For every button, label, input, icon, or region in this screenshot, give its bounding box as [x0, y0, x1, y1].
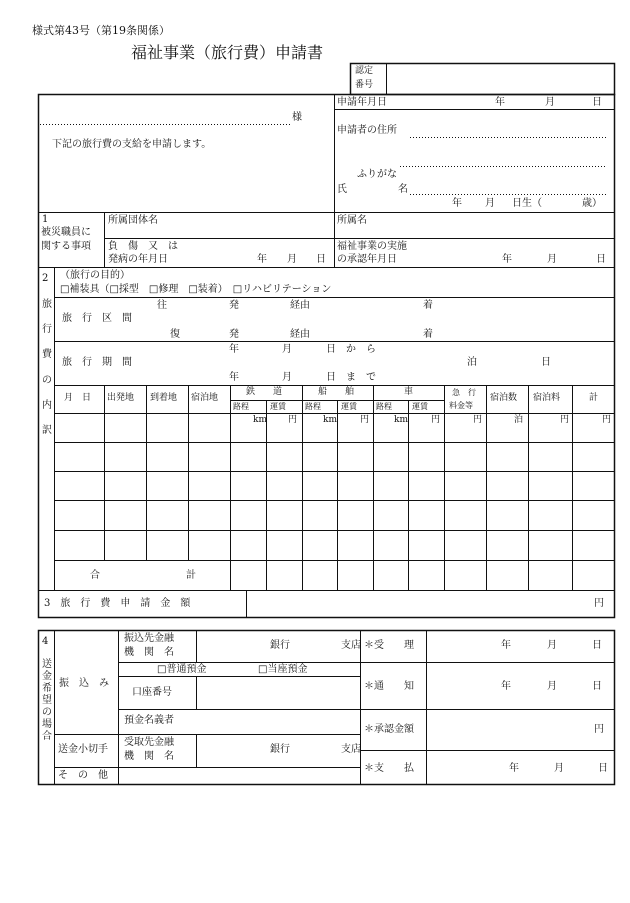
period-until: ま で: [346, 372, 376, 383]
addressee-field[interactable]: [40, 106, 290, 124]
receipt-label: ＊受 理: [364, 640, 414, 651]
period-from-day: 日: [326, 344, 336, 355]
name-label-2: 名: [398, 184, 408, 195]
unit-car-km: km: [394, 415, 408, 425]
sec4-vertical-4: 望: [42, 695, 52, 706]
ordinary-deposit-checkbox[interactable]: □普通預金: [157, 664, 207, 675]
col-express-2: 料金等: [449, 401, 473, 410]
form-number: 様式第43号（第19条関係）: [32, 24, 170, 37]
welfare-month: 月: [547, 254, 557, 265]
account-holder-label: 預金名義者: [124, 715, 174, 726]
notice-day: 日: [592, 681, 602, 692]
injury-year: 年: [257, 254, 267, 265]
unit-ship-km: km: [323, 415, 337, 425]
sec4-vertical-2: 金: [42, 671, 52, 682]
period-label: 旅 行 期 間: [62, 357, 132, 368]
sec4-number: 4: [42, 636, 49, 647]
approved-amount-yen: 円: [594, 724, 604, 735]
col-stay: 宿泊地: [191, 393, 219, 403]
notice-year: 年: [501, 681, 511, 692]
col-date: 月 日: [64, 393, 92, 403]
unit-rail-yen: 円: [288, 415, 298, 425]
approval-no-field[interactable]: [388, 65, 613, 93]
period-to-month: 月: [282, 372, 292, 383]
check-label: 送金小切手: [58, 744, 108, 755]
welfare-day: 日: [596, 254, 606, 265]
branch-suffix: 支店: [341, 640, 361, 651]
col-lodging-fee: 宿泊料: [533, 393, 561, 403]
apply-date-label: 申請年月日: [337, 97, 387, 108]
sec2-vertical-1: 旅: [42, 299, 52, 310]
payment-month: 月: [554, 763, 564, 774]
sec4-vertical-1: 送: [42, 659, 52, 670]
sec4-vertical-7: 合: [42, 731, 52, 742]
unit-express-yen: 円: [473, 415, 483, 425]
sec2-vertical-2: 行: [42, 324, 52, 335]
col-car: 車: [404, 387, 414, 397]
period-to-year: 年: [229, 372, 239, 383]
birth-day: 日生（: [512, 198, 542, 209]
sum-label-right: 計: [186, 570, 196, 581]
sec2-vertical-6: 訳: [42, 425, 52, 436]
unit-nights: 泊: [514, 415, 524, 425]
payment-year: 年: [509, 763, 519, 774]
sum-label-left: 合: [90, 570, 100, 581]
address-field-2[interactable]: [400, 150, 606, 166]
name-field[interactable]: [410, 178, 606, 194]
period-from-month: 月: [282, 344, 292, 355]
outbound-arrive: 着: [423, 300, 433, 311]
payment-day: 日: [598, 763, 608, 774]
recv-bank-label-2: 機 関 名: [124, 751, 174, 762]
bank-label-2: 機 関 名: [124, 647, 174, 658]
apply-year: 年: [495, 97, 505, 108]
col-nights-count: 宿泊数: [490, 393, 518, 403]
col-ship: 船 舶: [318, 387, 355, 397]
period-to-day: 日: [326, 372, 336, 383]
sec2-vertical-5: 内: [42, 400, 52, 411]
period-from: か ら: [346, 344, 376, 355]
notice-month: 月: [547, 681, 557, 692]
inbound-label: 復: [170, 329, 180, 340]
sec1-label-2: 関する事項: [41, 241, 91, 252]
outbound-depart: 発: [229, 300, 239, 311]
ship-fare: 運賃: [341, 402, 357, 411]
payment-label: ＊支 払: [364, 763, 414, 774]
col-departure: 出発地: [107, 393, 135, 403]
car-fare: 運賃: [412, 402, 428, 411]
welfare-year: 年: [502, 254, 512, 265]
checking-deposit-checkbox[interactable]: □当座預金: [258, 664, 308, 675]
rail-fare: 運賃: [270, 402, 286, 411]
age-label: 歳）: [582, 198, 602, 209]
approval-no-label-2: 番号: [355, 80, 374, 90]
account-holder-field[interactable]: [198, 711, 359, 733]
request-statement: 下記の旅行費の支給を申請します。: [52, 139, 212, 150]
welfare-date-label-1: 福祉事業の実施: [337, 241, 407, 252]
total-amount-field[interactable]: [248, 592, 588, 616]
notice-label: ＊通 知: [364, 681, 414, 692]
sec3-yen: 円: [594, 598, 604, 609]
apply-day: 日: [592, 97, 602, 108]
org-name-label: 所属団体名: [108, 215, 158, 226]
sec2-vertical-3: 費: [42, 349, 52, 360]
sec4-vertical-3: 希: [42, 683, 52, 694]
sec1-number: 1: [42, 214, 49, 225]
period-nights: 泊: [467, 357, 477, 368]
account-number-field[interactable]: [198, 678, 359, 708]
account-number-label: 口座番号: [132, 687, 172, 698]
address-label: 申請者の住所: [337, 125, 397, 136]
inbound-depart: 発: [229, 329, 239, 340]
sec1-label-1: 被災職員に: [41, 227, 91, 238]
furigana-label: ふりがな: [357, 169, 397, 180]
unit-total-yen: 円: [602, 415, 612, 425]
receipt-year: 年: [501, 640, 511, 651]
sec2-number: 2: [42, 273, 49, 284]
unit-lodging-yen: 円: [560, 415, 570, 425]
outbound-via: 経由: [290, 300, 310, 311]
approval-no-label-1: 認定: [355, 66, 374, 76]
rail-distance: 路程: [233, 402, 249, 411]
period-days: 日: [541, 357, 551, 368]
injury-date-label-1: 負 傷 又 は: [108, 241, 178, 252]
transfer-label: 振 込 み: [59, 678, 109, 689]
injury-date-label-2: 発病の年月日: [108, 254, 168, 265]
purpose-options[interactable]: □補装具（□採型 □修理 □装着） □リハビリテーション: [60, 284, 332, 295]
sec4-vertical-6: 場: [42, 719, 52, 730]
outbound-label: 往: [157, 300, 167, 311]
apply-month: 月: [545, 97, 555, 108]
unit-rail-km: km: [253, 415, 267, 425]
page-title: 福祉事業（旅行費）申請書: [131, 43, 324, 62]
other-label: そ の 他: [58, 770, 108, 781]
dept-name-label: 所属名: [337, 215, 367, 226]
birth-year: 年: [452, 198, 462, 209]
bank-suffix: 銀行: [270, 640, 290, 651]
inbound-via: 経由: [290, 329, 310, 340]
sec4-vertical-5: の: [42, 707, 52, 718]
receipt-day: 日: [592, 640, 602, 651]
ship-distance: 路程: [305, 402, 321, 411]
name-label-1: 氏: [337, 184, 347, 195]
col-express-1: 急 行: [452, 388, 476, 397]
birth-month: 月: [485, 198, 495, 209]
purpose-label: （旅行の目的）: [60, 270, 130, 281]
recv-bank-label-1: 受取先金融: [124, 737, 174, 748]
col-total: 計: [589, 393, 599, 403]
approved-amount-label: ＊承認金額: [364, 724, 414, 735]
car-distance: 路程: [376, 402, 392, 411]
address-field[interactable]: [410, 120, 606, 137]
col-rail: 鉄 道: [246, 387, 283, 397]
unit-car-yen: 円: [431, 415, 441, 425]
addressee-suffix: 様: [292, 112, 302, 123]
unit-ship-yen: 円: [360, 415, 370, 425]
recv-bank-suffix: 銀行: [270, 744, 290, 755]
welfare-date-label-2: の承認年月日: [337, 254, 397, 265]
sec2-vertical-4: の: [42, 375, 52, 386]
inbound-arrive: 着: [423, 329, 433, 340]
route-label: 旅 行 区 間: [62, 313, 132, 324]
bank-label-1: 振込先金融: [124, 633, 174, 644]
injury-month: 月: [287, 254, 297, 265]
period-from-year: 年: [229, 344, 239, 355]
col-arrival: 到着地: [150, 393, 178, 403]
sec3-label: 3 旅 行 費 申 請 金 額: [44, 598, 191, 609]
receipt-month: 月: [547, 640, 557, 651]
recv-branch-suffix: 支店: [341, 744, 361, 755]
injury-day: 日: [316, 254, 326, 265]
